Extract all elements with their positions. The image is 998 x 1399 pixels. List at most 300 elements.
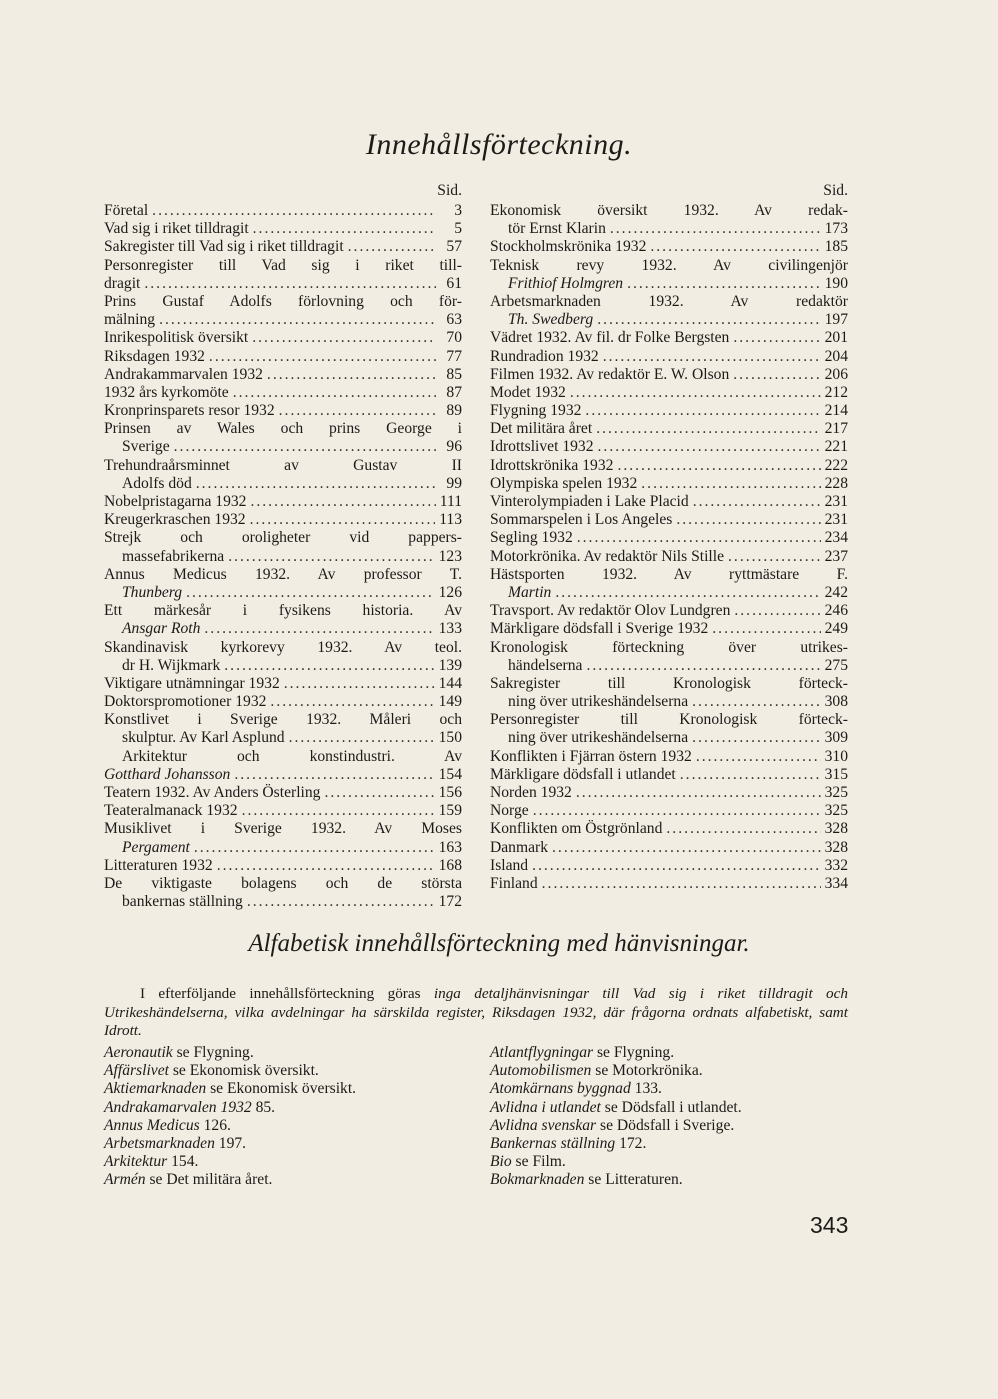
toc-line [104,602,462,620]
toc-line [490,766,848,784]
index-term: Avlidna svenskar [490,1116,597,1134]
toc-line [104,729,462,747]
dot-leader [676,511,820,529]
dot-leader [596,420,820,438]
intro-paragraph [104,985,848,1041]
dot-leader [576,784,821,802]
index-entry [104,1062,464,1080]
toc-entry [104,329,462,347]
toc-page-number: 172 [438,893,462,911]
index-entry [104,1099,464,1117]
toc-page-number: 156 [438,784,462,801]
toc-line [490,839,848,857]
dot-leader [552,839,821,857]
index-entry [490,1080,850,1098]
toc-page-number: 222 [824,456,848,474]
toc-line [104,839,462,857]
dot-leader [144,275,436,293]
toc-entry-text: Modet 1932 [490,383,566,401]
toc-entry [490,675,848,711]
toc-entry-text: Litteraturen 1932 [104,856,213,874]
sid-label: Sid. [437,182,462,199]
toc-line [104,639,462,657]
toc-entry-text: Teatern 1932. Av Anders Österling [104,784,321,801]
index-entry [490,1117,850,1135]
dot-leader [570,384,821,402]
toc-page-number: 212 [824,383,848,401]
intro-prefix: I efterföljande innehållsförteckning göras [140,985,434,1003]
toc-line [104,511,462,529]
dot-leader [194,839,435,857]
toc-page-number: 197 [824,311,848,329]
toc-line [490,693,848,711]
toc-entry-text: Skandinavisk kyrkorevy 1932. Av teol. [104,638,462,656]
toc-entry [490,457,848,475]
toc-line [490,711,848,729]
toc-page-number: 231 [824,493,848,510]
alpha-right-column [490,1044,850,1190]
alphabetical-index-title: Alfabetisk innehållsförteckning med hänvisningar. [248,930,750,957]
toc-entry [104,857,462,875]
toc-line [490,820,848,838]
toc-page-number: 328 [824,820,848,838]
toc-entry-text: Trehundraårsminnet av Gustav II [104,456,462,474]
toc-entry-text: Annus Medicus 1932. Av professor T. [104,565,462,583]
toc-line [490,238,848,256]
toc-entry-text: Ansgar Roth [122,620,201,638]
index-reference: se Film. [511,1153,566,1171]
dot-leader [712,620,820,638]
index-entry [490,1135,850,1153]
toc-page-number: 168 [438,856,462,874]
toc-page-number: 325 [824,784,848,801]
toc-line [104,366,462,384]
toc-entry-text: Kronologisk förteckning över utrikes- [490,638,848,656]
toc-entry-text: Travsport. Av redaktör Olov Lundgren [490,602,731,620]
toc-entry-text: Sommarspelen i Los Angeles [490,511,673,529]
index-reference: se Flygning. [172,1044,254,1061]
toc-page-number: 139 [438,656,462,674]
dot-leader [270,693,434,711]
toc-page-number: 185 [824,238,848,256]
toc-page-number: 63 [446,311,462,329]
toc-entry [104,675,462,693]
toc-page-number: 221 [824,438,848,456]
toc-entry [490,711,848,747]
toc-line [490,420,848,438]
toc-entry [490,802,848,820]
toc-entry-text: De viktigaste bolagens och de största [104,874,462,892]
toc-page-number: 308 [824,693,848,711]
toc-line [104,657,462,675]
dot-leader [224,657,434,675]
toc-entry-text: Musiklivet i Sverige 1932. Av Moses [104,820,462,838]
toc-entry [490,329,848,347]
toc-page-number: 190 [824,274,848,292]
toc-line [104,693,462,711]
toc-entry [104,784,462,802]
toc-line [490,584,848,602]
dot-leader [174,438,436,456]
index-entry [104,1171,464,1189]
toc-line [104,329,462,347]
toc-page-number: 334 [824,874,848,892]
dot-leader [234,766,434,784]
toc-entry [490,620,848,638]
dot-leader [159,311,436,329]
toc-entry-text: Vad sig i riket tilldragit [104,220,249,238]
toc-entry-text: Det militära året [490,420,593,438]
toc-entry [490,475,848,493]
toc-entry-text: Vinterolympiaden i Lake Placid [490,493,689,510]
toc-line [490,548,848,566]
dot-leader [217,857,435,875]
toc-entry [490,348,848,366]
toc-entry-text: Arkitektur och konstindustri. Av [122,747,462,765]
toc-line [104,857,462,875]
toc-entry-text: bankernas ställning [122,893,243,911]
toc-right-column [490,180,848,893]
toc-line [104,402,462,420]
dot-leader [247,893,435,911]
dot-leader [242,802,435,820]
dot-leader [617,457,820,475]
toc-page-number: 242 [824,583,848,601]
toc-entry [104,566,462,602]
toc-line [104,584,462,602]
toc-entry [104,693,462,711]
dot-leader [650,238,820,256]
toc-line [104,802,462,820]
dot-leader [680,766,821,784]
toc-entry-text: dr H. Wijkmark [122,656,221,674]
toc-page-number: 126 [438,583,462,601]
toc-entry [490,766,848,784]
dot-leader [209,348,436,366]
toc-entry-text: Segling 1932 [490,529,573,547]
index-reference: se Det militära året. [145,1171,273,1189]
index-entry [104,1135,464,1153]
toc-page-number: 246 [824,602,848,620]
index-term: Affärslivet [104,1062,169,1080]
toc-line [104,675,462,693]
toc-entry [104,748,462,784]
toc-line [104,475,462,493]
toc-page-number: 217 [824,420,848,438]
toc-page-number: 89 [446,402,462,420]
toc-line [104,548,462,566]
dot-leader [693,493,821,511]
toc-entry-text: Doktorspromotioner 1932 [104,693,267,711]
index-entry [104,1044,464,1062]
toc-entry [490,529,848,547]
toc-entry-text: skulptur. Av Karl Asplund [122,729,285,747]
toc-entry-text: Ett märkesår i fysikens historia. Av [104,602,462,620]
toc-line [104,529,462,547]
toc-entry-text: Märkligare dödsfall i utlandet [490,765,676,783]
toc-page-number: 3 [454,202,462,219]
toc-entry-text: Adolfs död [122,474,192,492]
toc-entry-text: Sverige [122,438,170,456]
dot-leader [228,548,434,566]
toc-entry-text: Strejk och oroligheter vid pappers- [104,529,462,547]
toc-entry-text: Teknisk revy 1932. Av civilingenjör [490,256,848,274]
dot-leader [186,584,435,602]
index-entry [490,1153,850,1171]
toc-entry-text: Ekonomisk översikt 1932. Av redak- [490,202,848,219]
toc-page-number: 99 [446,474,462,492]
toc-line [490,293,848,311]
toc-entry-text: händelserna [508,656,583,674]
toc-entry [490,566,848,602]
toc-entry-text: Martin [508,583,552,601]
toc-line [490,657,848,675]
toc-entry-text: Thunberg [122,583,183,601]
page-number: 343 [810,1212,849,1238]
toc-entry [104,402,462,420]
toc-line [104,257,462,275]
toc-entry-text: Konstlivet i Sverige 1932. Måleri och [104,711,462,729]
toc-entry-text: Riksdagen 1932 [104,347,205,365]
toc-entry-text: Viktigare utnämningar 1932 [104,674,280,692]
toc-line [490,257,848,275]
toc-page-number: 249 [824,620,848,638]
toc-page-number: 123 [438,547,462,565]
index-entry [490,1044,850,1062]
toc-entry [104,602,462,638]
toc-line [490,875,848,893]
dot-leader [597,311,820,329]
index-entry [104,1153,464,1171]
toc-line [104,748,462,766]
index-term: Atomkärnans byggnad [490,1080,631,1098]
toc-line [104,311,462,329]
toc-entry [490,384,848,402]
toc-entry [104,639,462,675]
toc-entry-text: Företal [104,202,149,219]
index-term: Automobilismen [490,1062,592,1080]
toc-entry-text: Prins Gustaf Adolfs förlovning och för- [104,292,462,310]
toc-entry [104,238,462,256]
dot-leader [324,784,434,802]
toc-page-number: 159 [438,802,462,820]
index-reference: se Flygning. [593,1044,675,1061]
dot-leader [250,511,436,529]
toc-entry [104,348,462,366]
toc-line [490,675,848,693]
toc-page-number: 87 [446,383,462,401]
dot-leader [279,402,436,420]
index-term: Armén [104,1171,146,1189]
toc-entry-text: Personregister till Vad sig i riket till- [104,256,462,274]
dot-leader [586,657,820,675]
index-entry [104,1117,464,1135]
toc-right-list [490,202,848,893]
toc-entry [104,420,462,456]
toc-line [104,875,462,893]
toc-entry-text: Stockholmskrönika 1932 [490,238,647,256]
toc-line [490,729,848,747]
toc-line [104,420,462,438]
toc-entry-text: Pergament [122,838,190,856]
toc-page-number: 201 [824,329,848,347]
toc-left-column [104,180,462,911]
page-title: Innehållsförteckning. [365,128,633,161]
toc-page-number: 204 [824,347,848,365]
index-reference: 85. [251,1098,276,1116]
toc-page-number: 310 [824,747,848,765]
toc-line [490,602,848,620]
toc-line [104,493,462,511]
toc-line [490,475,848,493]
index-reference: se Dödsfall i Sverige. [596,1116,735,1134]
toc-line [490,639,848,657]
toc-entry [490,602,848,620]
toc-entry [104,711,462,747]
dot-leader [577,529,821,547]
toc-entry-text: Sakregister till Vad sig i riket tilldragit [104,238,344,256]
toc-entry-text: Kreugerkraschen 1932 [104,511,246,529]
toc-page-number: 150 [438,729,462,747]
toc-entry [104,511,462,529]
toc-entry [104,802,462,820]
toc-entry-text: Filmen 1932. Av redaktör E. W. Olson [490,365,730,383]
index-reference: se Litteraturen. [584,1171,683,1189]
toc-page-number: 70 [446,329,462,347]
toc-page-number: 111 [439,493,462,510]
toc-page-number: 315 [824,765,848,783]
toc-entry-text: massefabrikerna [122,547,225,565]
dot-leader [542,875,821,893]
dot-leader [666,820,820,838]
index-term: Bio [490,1153,512,1171]
toc-page-number: 163 [438,838,462,856]
toc-line [490,457,848,475]
toc-line [490,748,848,766]
toc-line [104,293,462,311]
toc-entry [490,420,848,438]
toc-entry-text: dragit [104,274,141,292]
toc-entry-text: Norge [490,802,529,820]
toc-line [104,711,462,729]
toc-entry-text: Finland [490,874,538,892]
dot-leader [692,693,820,711]
toc-entry [490,402,848,420]
toc-line [490,348,848,366]
toc-page-number: 275 [824,656,848,674]
toc-entry-text: Danmark [490,838,549,856]
toc-entry-text: Motorkrönika. Av redaktör Nils Stille [490,547,725,565]
index-entry [104,1080,464,1098]
dot-leader [252,329,436,347]
toc-page-number: 231 [824,511,848,529]
toc-entry-text: Island [490,856,529,874]
toc-page-number: 113 [439,511,462,529]
toc-line [490,784,848,802]
toc-entry [490,438,848,456]
index-term: Aktiemarknaden [104,1080,207,1098]
toc-entry-text: Konflikten i Fjärran östern 1932 [490,747,692,765]
dot-leader [610,220,821,238]
index-reference: 133. [630,1080,662,1098]
dot-leader [696,748,821,766]
index-term: Atlantflygningar [490,1044,594,1061]
alpha-left-column [104,1044,464,1190]
dot-leader [204,620,434,638]
toc-entry-text: Nobelpristagarna 1932 [104,493,247,510]
toc-entry-text: Kronprinsparets resor 1932 [104,402,275,420]
toc-line [104,820,462,838]
toc-entry-text: Vädret 1932. Av fil. dr Folke Bergsten [490,329,730,347]
toc-entry-text: Norden 1932 [490,784,572,801]
toc-entry-text: ning över utrikeshändelserna [508,729,689,747]
toc-line [490,202,848,220]
toc-page-number: 234 [824,529,848,547]
toc-left-list [104,202,462,911]
toc-entry-text: Th. Swedberg [508,311,594,329]
index-term: Andrakamarvalen 1932 [104,1098,252,1116]
toc-entry [104,366,462,384]
toc-entry [104,202,462,220]
toc-page-number: 154 [438,765,462,783]
toc-line [104,220,462,238]
toc-page-number: 173 [824,220,848,238]
index-reference: 154. [167,1153,199,1171]
toc-page-number: 325 [824,802,848,820]
toc-entry [104,529,462,565]
dot-leader [233,384,436,402]
toc-entry [490,639,848,675]
index-entry [490,1062,850,1080]
toc-entry [490,202,848,238]
toc-line [490,329,848,347]
toc-entry [104,384,462,402]
toc-entry [104,220,462,238]
dot-leader [692,729,820,747]
index-entry [490,1171,850,1189]
toc-entry [104,493,462,511]
toc-page-number: 309 [824,729,848,747]
dot-leader [598,438,821,456]
toc-line [490,275,848,293]
dot-leader [627,275,821,293]
toc-page-number: 85 [446,365,462,383]
toc-line [104,566,462,584]
toc-entry-text: Olympiska spelen 1932 [490,474,638,492]
toc-line [490,402,848,420]
toc-entry-text: Rundradion 1932 [490,347,599,365]
dot-leader [555,584,820,602]
toc-page-number: 206 [824,365,848,383]
toc-entry-text: Andrakammarvalen 1932 [104,365,263,383]
sid-label: Sid. [823,182,848,199]
toc-entry-text: Prinsen av Wales och prins George i [104,420,462,438]
toc-line [490,366,848,384]
dot-leader [289,729,435,747]
toc-entry [490,748,848,766]
toc-entry [490,875,848,893]
toc-page-number: 237 [824,547,848,565]
toc-line [104,438,462,456]
toc-entry [490,238,848,256]
dot-leader [253,220,436,238]
index-term: Annus Medicus [104,1116,200,1134]
index-reference: 126. [199,1116,231,1134]
toc-page-number: 133 [438,620,462,638]
index-term: Arkitektur [104,1153,168,1171]
index-term: Bankernas ställning [490,1134,616,1152]
toc-line [104,202,462,220]
